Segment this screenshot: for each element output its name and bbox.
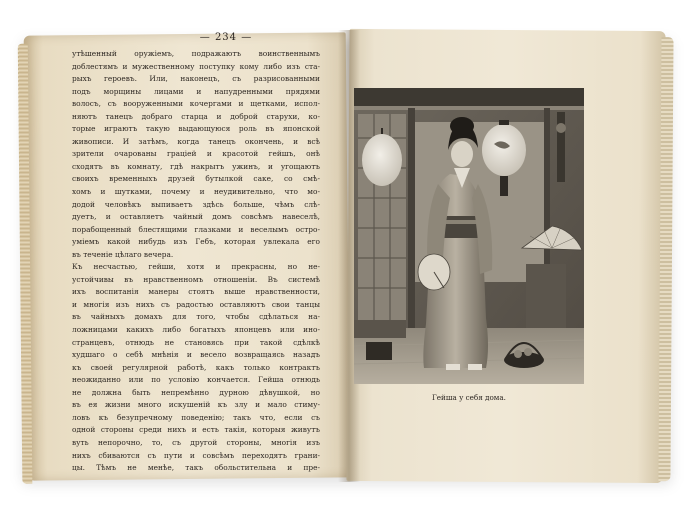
text-line: ихъ воспитанія манеры стоятъ выше нравственности, xyxy=(72,287,320,297)
text-line: сходятъ въ комнату, гдѣ накрытъ ужинъ, и угощаютъ xyxy=(72,161,320,171)
text-line: хомъ и шутками, почему и неудивительно, что мо- xyxy=(72,187,320,197)
text-line: нихъ сбиваются съ пути и совсѣмъ переходятъ грани- xyxy=(72,450,320,460)
text-line: утѣшенный оружіемъ, подражаютъ воинственнымъ xyxy=(72,49,320,58)
text-line: устойчивы въ нравственномъ отношеніи. Въ системѣ xyxy=(72,274,320,284)
page-number: — 234 — xyxy=(199,32,253,43)
photograph-illustration xyxy=(354,88,584,384)
text-line: цы. Тѣмъ не менѣе, такъ обольстительна и пре- xyxy=(72,463,320,473)
text-line: доблестямъ и мужественному поступку кому либо изъ ста- xyxy=(72,61,320,71)
text-line: ловъ къ безупречному поведенію; такъ что, если съ xyxy=(72,412,320,422)
text-line: живописи. И затѣмъ, когда танецъ окончень, и всѣ xyxy=(72,136,320,146)
text-line: торые играютъ такую выдающуюся роль въ японской xyxy=(72,124,320,134)
text-line: порабощенный блестящими глазками и веселымъ остро- xyxy=(72,224,320,234)
geisha-photograph xyxy=(354,88,584,384)
text-line: Къ несчастью, гейши, хотя и прекрасны, но не- xyxy=(72,262,320,272)
text-line: не должна быть непремѣнно дурною дѣвушкой, но xyxy=(72,387,320,397)
text-line: няютъ танецъ добраго старца и доброй старухи, ко- xyxy=(72,111,320,121)
text-line: подъ морщины лицами и напудренными прядями xyxy=(72,86,320,96)
text-line: въ ея жизни много искушеній къ злу и мало стиму- xyxy=(72,400,320,410)
text-line: зрители очарованы грацiей и красотой гейшъ, онѣ xyxy=(72,149,320,159)
photo-caption: Гейша у себя дома. xyxy=(432,393,506,402)
text-line: одной стороны среди нихъ и есть такія, которыя живутъ xyxy=(72,425,320,435)
text-line: неожиданно или по условію кончается. Гейша отнюдь xyxy=(72,375,320,385)
text-line: волосъ, съ вооруженными кочергами и щетками, испол- xyxy=(72,99,320,109)
text-line: вуть непорочно, то, съ другой стороны, многія изъ xyxy=(72,437,320,447)
text-line: своихъ временныхъ друзей бутылкой саке, со смѣ- xyxy=(72,174,320,184)
text-line: уміемъ какой нибудь изъ Гебъ, которая увлекала его xyxy=(72,237,320,247)
text-line: странцевъ, отнюдь не становясь при такой сдѣлкѣ xyxy=(72,337,320,347)
left-page-text xyxy=(72,48,320,473)
text-line: къ своей регулярной работѣ, какъ только контрактъ xyxy=(72,362,320,372)
text-line: въ чайныхъ домахъ для того, чтобы сдѣлаться на- xyxy=(72,312,320,322)
text-line: въ теченіе цѣлаго вечера. xyxy=(72,249,174,259)
text-line: и многія изъ нихъ съ радостью оставляютъ свои танцы xyxy=(72,299,320,309)
text-line: ложницами какихъ либо богатыхъ японцевъ или ино- xyxy=(72,325,320,335)
text-line: рыхъ героевъ. Или, наконецъ, съ разрисованными xyxy=(72,74,320,84)
text-line: худшаго о себѣ мнѣнія и весело возвращаясь назадъ xyxy=(72,350,320,360)
left-page-edge xyxy=(18,44,33,484)
text-line: дуетъ, и оставляетъ чайный домъ совсѣмъ навеселѣ, xyxy=(72,212,320,222)
text-line: додой человѣкъ выпиваетъ здѣсь больше, чѣмъ слѣ- xyxy=(72,199,320,209)
